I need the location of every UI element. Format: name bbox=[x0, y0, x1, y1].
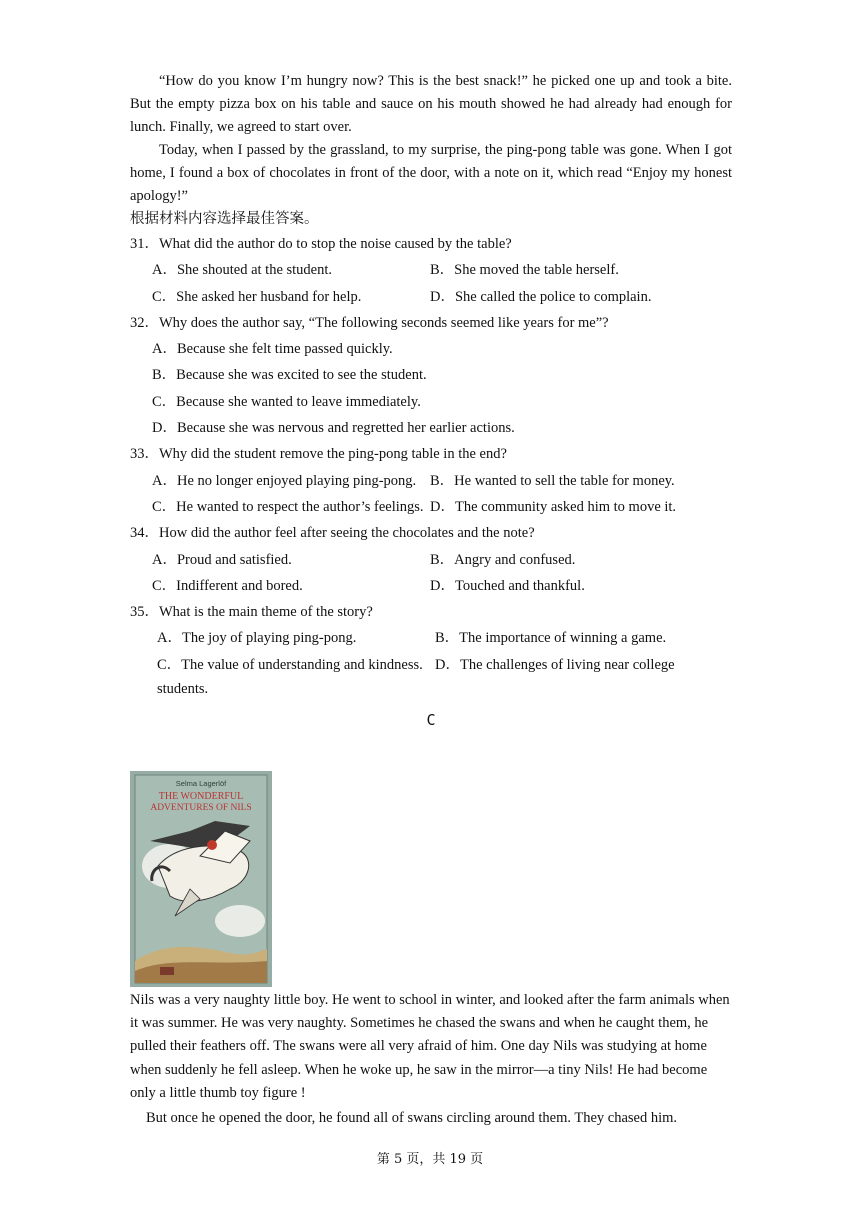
question-33: 33．Why did the student remove the ping-pong table in the end? bbox=[130, 446, 507, 463]
document-page bbox=[130, 70, 732, 1130]
question-35: 35．What is the main theme of the story? bbox=[130, 604, 373, 621]
story-paragraph-2: But once he opened the door, he found all of swans circling around them. They chased him. bbox=[145, 1110, 678, 1127]
option-34-b[interactable]: B．Angry and confused. bbox=[430, 551, 576, 568]
option-33-c[interactable]: C．He wanted to respect the author’s feelings. bbox=[152, 498, 424, 515]
cover-title-line-1: THE WONDERFUL bbox=[158, 791, 244, 803]
option-32-a[interactable]: A．Because she felt time passed quickly. bbox=[152, 341, 393, 358]
option-35-a[interactable]: A．The joy of playing ping-pong. bbox=[157, 630, 357, 647]
question-34: 34．How did the author feel after seeing the chocolates and the note? bbox=[130, 525, 535, 542]
passage-paragraph-2: Today, when I passed by the grassland, to my surprise, the ping-pong table was gone. When I got home, I found a box of chocolates in front of the door, with a note on it, which read “Enjoy my honest apology!” bbox=[130, 142, 732, 204]
option-33-d[interactable]: D．The community asked him to move it. bbox=[430, 498, 677, 515]
option-31-a[interactable]: A．She shouted at the student. bbox=[152, 262, 333, 279]
option-31-d[interactable]: D．She called the police to complain. bbox=[430, 288, 652, 305]
option-34-a[interactable]: A．Proud and satisfied. bbox=[152, 551, 292, 568]
option-34-c[interactable]: C．Indifferent and bored. bbox=[152, 577, 303, 594]
option-33-a[interactable]: A．He no longer enjoyed playing ping-pong. bbox=[152, 472, 417, 489]
instruction-text: 根据材料内容选择最佳答案。 bbox=[130, 211, 319, 227]
option-32-b[interactable]: B．Because she was excited to see the student. bbox=[152, 367, 427, 384]
page-footer: 第 5 页，共 19 页 bbox=[376, 1152, 484, 1167]
option-32-c[interactable]: C．Because she wanted to leave immediately. bbox=[152, 393, 421, 410]
option-35-d[interactable]: D．The challenges of living near college bbox=[435, 656, 675, 673]
book-cover-image bbox=[130, 771, 272, 987]
question-31: 31．What did the author do to stop the noise caused by the table? bbox=[130, 236, 512, 252]
option-35-b[interactable]: B．The importance of winning a game. bbox=[435, 630, 667, 647]
option-33-b[interactable]: B．He wanted to sell the table for money. bbox=[430, 472, 675, 489]
question-32: 32．Why does the author say, “The following seconds seemed like years for me”? bbox=[130, 314, 609, 331]
passage-paragraph-1: “How do you know I’m hungry now? This is the best snack!” he picked one up and took a bite. But the empty pizza box on his table and sauce on his mouth showed he had already had enough for lunch. Finally, we agreed to start over. bbox=[130, 73, 732, 135]
book-cover-illustration bbox=[130, 771, 272, 987]
option-32-d[interactable]: D．Because she was nervous and regretted her earlier actions. bbox=[152, 420, 515, 437]
story-paragraph-1: Nils was a very naughty little boy. He went to school in winter, and looked after the farm animals when it was summer. He was very naughty. Sometimes he chased the swans and when he caught them, he pulled their feathers off. The swans were all very afraid of him. One day Nils was studying at home when suddenly he fell asleep. When he woke up, he saw in the mirror—a tiny Nils! He had become only a little thumb toy figure ! bbox=[130, 992, 730, 1101]
option-31-b[interactable]: B．She moved the table herself. bbox=[430, 262, 619, 279]
option-31-c[interactable]: C．She asked her husband for help. bbox=[152, 288, 362, 305]
option-35-c[interactable]: C．The value of understanding and kindness. bbox=[157, 656, 423, 673]
option-35-d-continued: students. bbox=[157, 681, 209, 698]
cover-title-line-2: ADVENTURES OF NILS bbox=[150, 803, 252, 814]
section-label: C bbox=[426, 711, 436, 730]
option-34-d[interactable]: D．Touched and thankful. bbox=[430, 577, 585, 594]
cover-author: Selma Lagerlöf bbox=[175, 779, 227, 789]
